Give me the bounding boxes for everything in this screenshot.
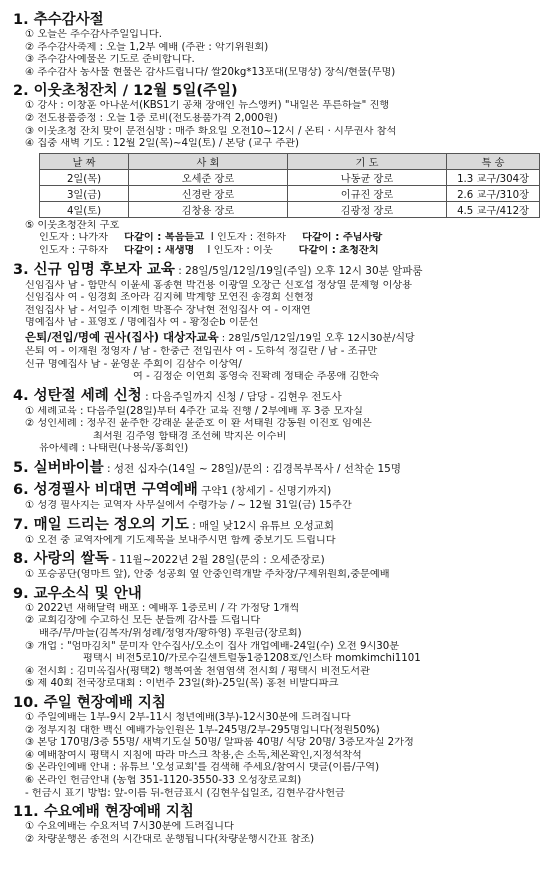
table-row — [40, 201, 540, 217]
table-row — [40, 185, 540, 201]
table-row — [40, 169, 540, 185]
list-item: ⑤ 이웃초청잔치 구호 — [25, 219, 120, 231]
list-item: 최서원 김주영 함태경 조선혜 박지은 이수비 — [93, 430, 287, 442]
list-item: ③ 이웃초청 잔치 맞이 문전심방 : 매주 화요일 오전10~12시 / 온티 · 시무권사 참석 — [25, 125, 397, 137]
table-cell: 4.5 교구/412장 — [447, 201, 540, 217]
table-cell: 3일(금) — [40, 185, 129, 201]
list-item: ② 정부지침 대한 백신 예배가능인원은 1부-245명/2부-295명입니다(정원50%) — [25, 724, 380, 736]
subsection-note: : 28일/5일/12일/19일 오후 12시30분/식당 — [218, 332, 415, 344]
list-item: 평택시 비전5로10/가로수길센트럴동1층1208호/인스타 momkimchi1101 — [83, 653, 421, 665]
section-church-news — [13, 585, 543, 691]
section-subtitle: 구약1 (창세기 - 신명기까지) — [197, 485, 332, 498]
subsection-title-text: 은퇴/전입/명예 권사(집사) 대상자교육 — [25, 329, 219, 344]
list-item: 신임집사 남 - 함만식 이윤세 홍종현 박건용 이광열 오장근 신호섭 정상열 문제형 이상용 — [25, 279, 412, 291]
section-subtitle: : 다음주일까지 신청 / 담당 - 김현우 전도사 — [141, 390, 342, 403]
list-item: ④ 전시회 : 김미옥집사(평택2) 행복여울 천염염색 전시회 / 평택시 비전도서관 — [25, 665, 370, 677]
section-title — [13, 387, 543, 406]
section-bible-copying — [13, 481, 543, 513]
prayer-schedule-table — [39, 153, 540, 218]
table-header: 사 회 — [129, 153, 288, 169]
table-header: 기 도 — [288, 153, 447, 169]
list-item: 은퇴 여 - 이재원 정영자 / 남 - 한충근 전입권사 여 - 도하석 정길란 / 남 - 조규만 — [25, 345, 378, 357]
slogan-leader: I 인도자 : 이웃 — [207, 244, 273, 256]
table-cell: 오세준 장로 — [129, 169, 288, 185]
section-title: 2. 이웃초청잔치 / 12월 5일(주일) — [13, 83, 238, 100]
table-cell: 1.3 교구/304장 — [447, 169, 540, 185]
section-title-text: 5. 실버바이블 — [13, 460, 104, 477]
list-item: 유아세례 : 나태린(나용욱/홍희인) — [39, 443, 189, 455]
section-title — [13, 481, 543, 500]
list-item: ② 전도용품증정 : 오늘 1층 로비(전도용품가격 2,000원) — [25, 112, 278, 124]
list-item: ① 오전 중 교역자에게 기도제목을 보내주시면 함께 중보기도 드립니다 — [25, 534, 336, 546]
slogan-response: 다같이 : 복음듣고 — [124, 232, 205, 244]
list-item: ② 차량운행은 종전의 시간대로 운행됩니다(차량운행시간표 참조) — [25, 833, 315, 845]
list-item: ① 오늘은 추수감사주일입니다. — [25, 29, 162, 40]
list-item: ⑤ 온라인예배 안내 : 유튜브 '오성교회'를 검색해 주세요/참여시 댓글(이름/구역) — [25, 762, 380, 774]
list-item: ⑥ 온라인 헌금안내 (농협 351-1120-3550-33 오성장로교회) — [25, 774, 302, 786]
slogan-response: 다같이 : 초청잔치 — [298, 244, 379, 256]
section-sunday-worship-guide — [13, 694, 543, 800]
section-title: 10. 주일 현장예배 지침 — [13, 695, 166, 711]
section-subtitle: : 매일 낮12시 유튜브 오성교회 — [188, 519, 335, 532]
section-subtitle: : 성전 십자수(14일 ~ 28일)/문의 : 김경목부목사 / 선착순 15명 — [103, 463, 402, 476]
section-thanksgiving — [13, 11, 543, 79]
section-title: 1. 추수감사절 — [13, 12, 104, 28]
section-title-text: 3. 신규 임명 후보자 교육 — [13, 261, 175, 278]
table-cell: 신경란 장로 — [129, 185, 288, 201]
table-header-row — [40, 153, 540, 169]
section-title-text: 8. 사랑의 쌀독 — [13, 551, 109, 568]
list-item: 여 - 김정순 이연희 홍영숙 진확례 정태순 추봉애 김한숙 — [133, 371, 380, 383]
list-item: ① 주일예배는 1부-9시 2부-11시 청년예배(3부)-12시30분에 드려집니다 — [25, 712, 351, 723]
list-item: ② 추수감사축제 : 오늘 1,2부 예배 (주관 : 악기위원회) — [25, 41, 269, 53]
section-christmas-baptism — [13, 387, 543, 456]
slogan-line — [13, 232, 543, 245]
section-title — [13, 516, 543, 535]
section-silver-bible — [13, 459, 543, 478]
slogan-line — [13, 245, 543, 258]
table-cell: 김광정 장로 — [288, 201, 447, 217]
list-item: 전임집사 남 - 서일주 이계헌 박흥수 장낙현 전임집사 여 - 이재연 — [25, 304, 311, 316]
section-title — [13, 459, 543, 478]
list-item: ① 성경 필사지는 교역자 사무실에서 수령가능 / ~ 12월 31일(금) 15주간 — [25, 500, 352, 512]
section-title-text: 4. 성탄절 세례 신청 — [13, 387, 142, 404]
table-cell: 김창용 장로 — [129, 201, 288, 217]
list-item: ③ 개업 : "엄마김치" 문미자 안수집사/오소이 집사 개업예배-24일(수) 오전 9시30분 — [25, 640, 400, 652]
table-cell: 2일(목) — [40, 169, 129, 185]
list-item: ④ 예배참여시 평택시 지침에 따라 마스크 착용,손 소독,체온확인,지정석착석 — [25, 749, 362, 761]
section-title: 9. 교우소식 및 안내 — [13, 585, 142, 602]
table-cell: 이규진 장로 — [288, 185, 447, 201]
section-title — [13, 550, 543, 569]
section-noon-prayer — [13, 516, 543, 548]
slogan-leader: 인도자 : 구하자 — [39, 244, 108, 256]
table-cell: 2.6 교구/310장 — [447, 185, 540, 201]
list-item: ④ 추수감사 농사물 현물은 감사드립니다/ 쌀20kg*13포대(모명상) 장식/현물(무명) — [25, 66, 396, 78]
section-title: 11. 수요예배 현장예배 지침 — [13, 804, 194, 821]
section-wednesday-worship-guide — [13, 803, 543, 846]
list-item: 명예집사 남 - 표영호 / 명예집사 여 - 황정순b 이문선 — [25, 317, 259, 329]
section-rice-jar — [13, 550, 543, 582]
section-title-text: 7. 매일 드리는 정오의 기도 — [13, 516, 189, 533]
list-item: 신임집사 여 - 임경희 조아라 김지혜 박계향 모연진 송경희 신현정 — [25, 292, 314, 304]
list-item: ② 성인세례 : 정우진 윤주한 강래운 윤준호 이 환 서태원 강동원 이진호 임예은 — [25, 418, 372, 430]
section-title-text: 6. 성경필사 비대면 구역예배 — [13, 482, 198, 499]
list-item: ③ 추수감사예물은 기도로 준비합니다. — [25, 54, 195, 66]
list-item: ① 수요예배는 수요저녁 7시30분에 드려집니다 — [25, 821, 234, 833]
slogan-leader: I 인도자 : 전하자 — [210, 232, 286, 244]
section-new-officer-training — [13, 261, 543, 384]
section-subtitle: : 28일/5일/12일/19일(주일) 오후 12시 30분 알파룸 — [174, 264, 423, 277]
list-item: ② 교회김장에 수고하신 모든 분들께 감사를 드립니다 — [25, 615, 261, 627]
table-header: 날 짜 — [40, 153, 129, 169]
section-title — [13, 261, 543, 280]
table-cell: 나동균 장로 — [288, 169, 447, 185]
table-cell: 4일(토) — [40, 201, 129, 217]
list-item: ④ 집중 새벽 기도 : 12월 2일(목)~4일(토) / 본당 (교구 주관) — [25, 138, 299, 150]
table-header: 특 송 — [447, 153, 540, 169]
list-item: ① 세례교육 : 다음주일(28일)부터 4주간 교육 진행 / 2부예배 후 3층 모자실 — [25, 405, 364, 417]
list-item: ③ 본당 170명/3층 55명/ 새벽기도실 50명/ 알파룸 40명/ 식당 20명/ 3층모자실 2가정 — [25, 737, 414, 749]
list-item: 신규 명예집사 남 - 윤영운 주희이 김삼수 이상역/ — [25, 358, 242, 370]
list-item: 배추/무/마늘(김복자/위성례/정영자/황하영) 후원금(장로회) — [39, 628, 302, 640]
list-item: - 헌금시 표기 방법: 앞-이름 뒤-헌금표시 (김현우십일조, 김현우감사헌금 — [25, 787, 345, 799]
slogan-leader: 인도자 : 나가자 — [39, 232, 108, 244]
list-item: ① 강사 : 이창훈 아나운서(KBS1기 공채 장애인 뉴스앵커) "내일은 푸른하늘" 진행 — [25, 100, 390, 112]
slogan-response: 다같이 : 새생명 — [124, 244, 195, 256]
list-item: ⑤ 제 40회 전국장로대회 : 이번주 23일(화)-25일(목) 홍천 비발디파크 — [25, 678, 339, 690]
section-neighbor-invitation — [13, 82, 543, 257]
list-item: ① 포승공단(영마트 앞), 안중 성공회 옆 안중인력개발 주차장/구제위원회,중문예배 — [25, 569, 390, 581]
subsection-title — [13, 330, 543, 346]
section-subtitle: - 11월~2022년 2월 28일(문의 : 오세준장로) — [108, 554, 325, 567]
slogan-response: 다같이 : 주님사랑 — [302, 232, 383, 244]
list-item: ① 2022년 새해달력 배포 : 예배후 1층로비 / 각 가정당 1개씩 — [25, 602, 300, 614]
